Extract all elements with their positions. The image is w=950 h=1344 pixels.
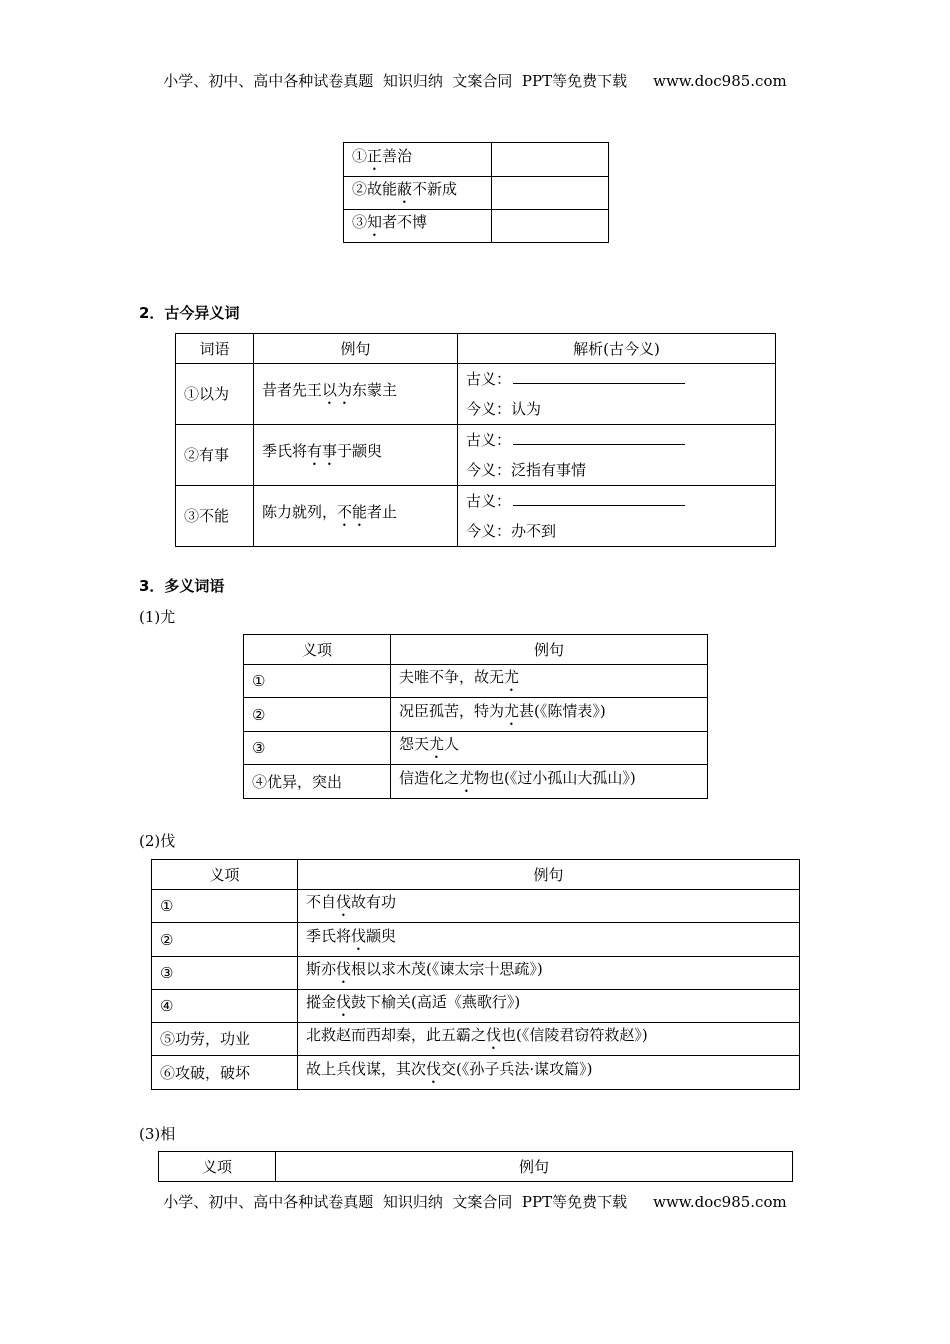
meaning-cell: ③ xyxy=(152,957,298,990)
table-cell: ①正善治 xyxy=(344,143,492,177)
example-cell: 信造化之尤物也(《过小孤山大孤山》) xyxy=(391,765,708,799)
answer-cell xyxy=(492,210,609,243)
table-gujin xyxy=(175,333,776,547)
meaning-cell: ④ xyxy=(152,990,298,1023)
table-cell: ③知者不博 xyxy=(344,210,492,243)
example-cell: 北救赵而西却秦，此五霸之伐也(《信陵君窃符救赵》) xyxy=(298,1023,800,1056)
column-header: 例句 xyxy=(254,334,458,364)
section-title-duoyi: 3．多义词语 xyxy=(139,577,225,595)
table-you xyxy=(243,634,708,799)
subsection-title-you: (1)尤 xyxy=(139,608,176,626)
table-row xyxy=(244,732,708,765)
meaning-cell: ⑤功劳，功业 xyxy=(152,1023,298,1056)
answer-cell xyxy=(492,143,609,177)
example-cell: 摐金伐鼓下榆关(高适《燕歌行》) xyxy=(298,990,800,1023)
meaning-cell: ① xyxy=(244,665,391,698)
footer-site: www.doc985.com xyxy=(653,1193,787,1211)
table-row xyxy=(152,1023,800,1056)
subsection-title-xiang: (3)相 xyxy=(139,1125,176,1143)
table-xiang xyxy=(158,1151,793,1182)
answer-blank[interactable] xyxy=(513,491,685,506)
table-row xyxy=(152,923,800,957)
answer-blank[interactable] xyxy=(513,369,685,384)
example-cell: 不自伐故有功 xyxy=(298,890,800,923)
table-header-row xyxy=(244,635,708,665)
table-cell: ②故能蔽不新成 xyxy=(344,177,492,210)
example-cell: 斯亦伐根以求木茂(《谏太宗十思疏》) xyxy=(298,957,800,990)
table-header-row xyxy=(159,1152,793,1182)
table-row xyxy=(152,890,800,923)
table-row xyxy=(244,765,708,799)
table-row xyxy=(244,665,708,698)
table-fa xyxy=(151,859,800,1090)
example-cell: 故上兵伐谋，其次伐交(《孙子兵法·谋攻篇》) xyxy=(298,1056,800,1090)
answer-cell xyxy=(492,177,609,210)
column-header: 例句 xyxy=(391,635,708,665)
table-row xyxy=(244,698,708,732)
table-header-row xyxy=(152,860,800,890)
table-row xyxy=(344,143,609,177)
word-cell: ①以为 xyxy=(176,364,254,425)
meaning-cell: ① xyxy=(152,890,298,923)
table-row xyxy=(152,957,800,990)
answer-blank[interactable] xyxy=(513,430,685,445)
column-header: 例句 xyxy=(276,1152,793,1182)
example-cell: 夫唯不争，故无尤 xyxy=(391,665,708,698)
footer-text: 小学、初中、高中各种试卷真题 知识归纳 文案合同 PPT等免费下载 xyxy=(163,1193,628,1211)
table-row xyxy=(176,425,776,486)
table-row xyxy=(344,210,609,243)
word-cell: ③不能 xyxy=(176,486,254,547)
table-row xyxy=(152,1056,800,1090)
section-title-gujin: 2．古今异义词 xyxy=(139,304,240,322)
analysis-cell: 古义： 今义：办不到 xyxy=(458,486,776,547)
meaning-cell: ② xyxy=(152,923,298,957)
table-row xyxy=(152,990,800,1023)
subsection-title-fa: (2)伐 xyxy=(139,832,176,850)
table-row xyxy=(176,364,776,425)
sentence-cell: 昔者先王以为东蒙主 xyxy=(254,364,458,425)
column-header: 义项 xyxy=(244,635,391,665)
page-header xyxy=(0,70,950,91)
word-cell: ②有事 xyxy=(176,425,254,486)
table-header-row xyxy=(176,334,776,364)
analysis-cell: 古义： 今义：认为 xyxy=(458,364,776,425)
column-header: 义项 xyxy=(159,1152,276,1182)
table-shanzhi xyxy=(343,142,609,243)
table-row xyxy=(176,486,776,547)
table-row xyxy=(344,177,609,210)
example-cell: 怨天尤人 xyxy=(391,732,708,765)
column-header: 义项 xyxy=(152,860,298,890)
example-cell: 况臣孤苦，特为尤甚(《陈情表》) xyxy=(391,698,708,732)
page-footer xyxy=(0,1191,950,1212)
meaning-cell: ⑥攻破，破坏 xyxy=(152,1056,298,1090)
sentence-cell: 季氏将有事于颛臾 xyxy=(254,425,458,486)
sentence-cell: 陈力就列，不能者止 xyxy=(254,486,458,547)
column-header: 例句 xyxy=(298,860,800,890)
header-text: 小学、初中、高中各种试卷真题 知识归纳 文案合同 PPT等免费下载 xyxy=(163,72,628,90)
header-site: www.doc985.com xyxy=(653,72,787,90)
example-cell: 季氏将伐颛臾 xyxy=(298,923,800,957)
analysis-cell: 古义： 今义：泛指有事情 xyxy=(458,425,776,486)
meaning-cell: ④优异，突出 xyxy=(244,765,391,799)
meaning-cell: ② xyxy=(244,698,391,732)
column-header: 解析(古今义) xyxy=(458,334,776,364)
column-header: 词语 xyxy=(176,334,254,364)
meaning-cell: ③ xyxy=(244,732,391,765)
